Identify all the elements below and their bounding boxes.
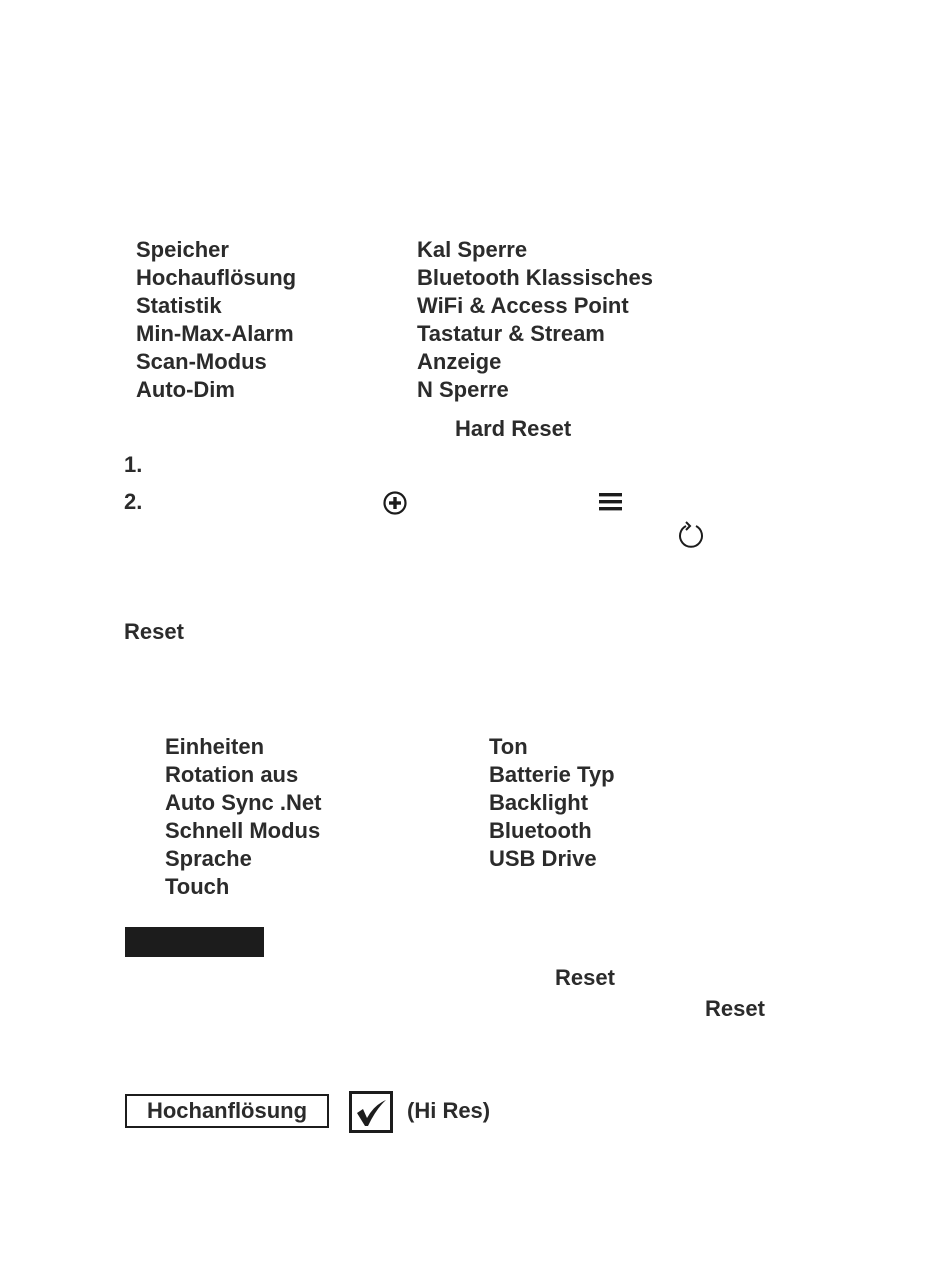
reset-heading: Reset bbox=[124, 619, 184, 644]
black-bar bbox=[125, 927, 264, 957]
step-1-number: 1. bbox=[124, 452, 143, 477]
settings-list-2-right bbox=[489, 733, 615, 873]
checkmark-icon bbox=[352, 1094, 390, 1130]
circular-arrow-icon bbox=[675, 519, 707, 551]
list-item: Min-Max-Alarm bbox=[136, 321, 294, 346]
hard-reset-heading: Hard Reset bbox=[455, 416, 572, 441]
list-item: Auto Sync .Net bbox=[165, 790, 322, 815]
list-item: WiFi & Access Point bbox=[417, 293, 629, 318]
reset-label: Reset bbox=[555, 965, 615, 990]
hires-checkbox[interactable] bbox=[349, 1091, 393, 1133]
list-item: Auto-Dim bbox=[136, 377, 235, 402]
list-item: Rotation aus bbox=[165, 762, 299, 787]
circle-plus-icon bbox=[382, 490, 408, 516]
list-item: Bluetooth bbox=[489, 818, 592, 843]
list-item: Kal Sperre bbox=[417, 237, 528, 262]
list-item: Speicher bbox=[136, 237, 229, 262]
list-item: Anzeige bbox=[417, 349, 502, 374]
menu-icon bbox=[598, 491, 624, 513]
reset-label: Reset bbox=[705, 996, 765, 1021]
hires-caption: (Hi Res) bbox=[407, 1098, 491, 1123]
list-item: Einheiten bbox=[165, 734, 265, 759]
list-item: Hochauflösung bbox=[136, 265, 297, 290]
list-item: Backlight bbox=[489, 790, 589, 815]
list-item: Statistik bbox=[136, 293, 222, 318]
settings-list-1-right bbox=[417, 236, 653, 404]
list-item: Tastatur & Stream bbox=[417, 321, 605, 346]
list-item: Schnell Modus bbox=[165, 818, 321, 843]
settings-list-1-left bbox=[136, 236, 296, 404]
step-2-number: 2. bbox=[124, 489, 143, 514]
list-item: Ton bbox=[489, 734, 528, 759]
list-item: Bluetooth Klassisches bbox=[417, 265, 653, 290]
settings-list-2-left bbox=[165, 733, 321, 901]
list-item: N Sperre bbox=[417, 377, 509, 402]
list-item: Scan-Modus bbox=[136, 349, 267, 374]
hires-button[interactable]: Hochanflösung bbox=[125, 1094, 329, 1128]
list-item: Touch bbox=[165, 874, 230, 899]
list-item: USB Drive bbox=[489, 846, 597, 871]
list-item: Batterie Typ bbox=[489, 762, 615, 787]
list-item: Sprache bbox=[165, 846, 252, 871]
